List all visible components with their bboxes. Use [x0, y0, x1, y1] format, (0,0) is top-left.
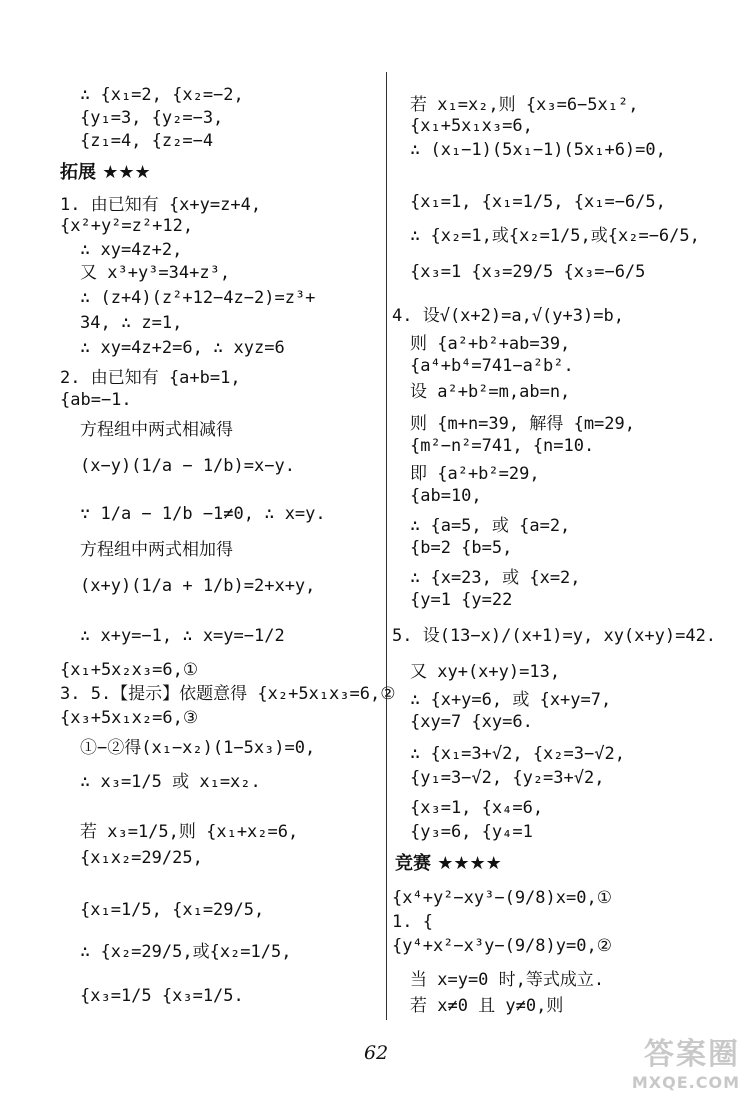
text-line: ∴ (z+4)(z²+12−4z−2)=z³+: [80, 288, 316, 308]
problem-2: 2. 由已知有 {a+b=1,: [60, 368, 241, 388]
text-line: {ab=−1.: [60, 390, 132, 410]
text-line: ∴ {x=23, 或 {x=2,: [410, 568, 581, 588]
text-line: {y⁴+x²−x³y−(9/8)y=0,②: [392, 936, 612, 956]
text-line: 方程组中两式相加得: [80, 540, 233, 560]
problem-1: 1. 由已知有 {x+y=z+4,: [60, 195, 262, 215]
section-heading-jingsai: 竞赛 ★★★★: [395, 853, 502, 874]
text-line: ∴ xy=4z+2=6, ∴ xyz=6: [80, 338, 285, 358]
problem-4: 4. 设√(x+2)=a,√(y+3)=b,: [392, 306, 624, 326]
text-line: 又 xy+(x+y)=13,: [410, 662, 561, 682]
text-line: (x+y)(1/a + 1/b)=2+x+y,: [80, 576, 316, 596]
text-line: 又 x³+y³=34+z³,: [80, 263, 231, 283]
text-line: {x₃=1, {x₄=6,: [410, 798, 544, 818]
problem-1-competition: 1. {: [392, 912, 433, 932]
text-line: 则 {m+n=39, 解得 {m=29,: [410, 414, 635, 434]
text-line: {b=2 {b=5,: [410, 538, 513, 558]
section-heading-tuozhan: 拓展 ★★★: [60, 162, 151, 183]
text-line: {x₁+5x₂x₃=6,①: [60, 660, 199, 680]
text-line: {m²−n²=741, {n=10.: [410, 436, 595, 456]
text-line: {y=1 {y=22: [410, 590, 513, 610]
text-line: 则 {a²+b²+ab=39,: [410, 334, 571, 354]
text-line: (x−y)(1/a − 1/b)=x−y.: [80, 456, 295, 476]
problem-3: 3. 5.【提示】依题意得 {x₂+5x₁x₃=6,②: [60, 684, 396, 704]
text-line: 当 x=y=0 时,等式成立.: [410, 970, 605, 990]
text-line: {a⁴+b⁴=741−a²b².: [410, 356, 574, 376]
text-line: ∴ (x₁−1)(5x₁−1)(5x₁+6)=0,: [410, 140, 666, 160]
problem-5: 5. 设(13−x)/(x+1)=y, xy(x+y)=42.: [392, 626, 717, 646]
text-line: {xy=7 {xy=6.: [410, 712, 533, 732]
text-line: {x²+y²=z²+12,: [60, 216, 194, 236]
watermark-logo: [632, 1037, 740, 1092]
text-line: {x₁=1, {x₁=1/5, {x₁=−6/5,: [410, 192, 666, 212]
text-line: {x₁=1/5, {x₁=29/5,: [80, 900, 265, 920]
column-divider: [386, 72, 387, 1020]
text-line: {x₃=1/5 {x₃=1/5.: [80, 986, 244, 1006]
text-line: 设 a²+b²=m,ab=n,: [410, 382, 571, 402]
text-line: 即 {a²+b²=29,: [410, 464, 540, 484]
text-line: {x₃+5x₁x₂=6,③: [60, 708, 199, 728]
text-line: {x⁴+y²−xy³−(9/8)x=0,①: [392, 888, 612, 908]
page-number: 62: [364, 1042, 389, 1064]
text-line: ∴ {x₁=3+√2, {x₂=3−√2,: [410, 744, 625, 764]
text-line: {x₁x₂=29/25,: [80, 848, 203, 868]
text-line: 34, ∴ z=1,: [80, 313, 183, 333]
text-line: ∴ {x₂=29/5,或{x₂=1/5,: [80, 942, 292, 962]
text-line: {z₁=4, {z₂=−4: [80, 131, 214, 151]
text-line: {x₁+5x₁x₃=6,: [410, 116, 533, 136]
text-line: {y₃=6, {y₄=1: [410, 822, 533, 842]
text-line: ∴ x+y=−1, ∴ x=y=−1/2: [80, 626, 285, 646]
text-line: 方程组中两式相减得: [80, 420, 233, 440]
text-line: ∴ {a=5, 或 {a=2,: [410, 516, 571, 536]
text-line: {ab=10,: [410, 486, 482, 506]
watermark-url: MXQE.COM: [631, 1072, 740, 1092]
text-line: 若 x₁=x₂,则 {x₃=6−5x₁²,: [410, 95, 639, 115]
text-line: 若 x₃=1/5,则 {x₁+x₂=6,: [80, 822, 299, 842]
text-line: {y₁=3, {y₂=−3,: [80, 108, 224, 128]
text-line: {y₁=3−√2, {y₂=3+√2,: [410, 768, 605, 788]
text-line: 若 x≠0 且 y≠0,则: [410, 996, 564, 1016]
text-line: {x₃=1 {x₃=29/5 {x₃=−6/5: [410, 262, 646, 282]
text-line: ∴ {x+y=6, 或 {x+y=7,: [410, 690, 612, 710]
text-line: ∵ 1/a − 1/b −1≠0, ∴ x=y.: [80, 504, 326, 524]
text-line: ∴ xy=4z+2,: [80, 240, 183, 260]
text-line: ①−②得(x₁−x₂)(1−5x₃)=0,: [80, 738, 316, 758]
text-line: ∴ {x₁=2, {x₂=−2,: [80, 85, 244, 105]
text-line: ∴ x₃=1/5 或 x₁=x₂.: [80, 772, 261, 792]
watermark-text: 答案圈: [644, 1036, 740, 1072]
text-line: ∴ {x₂=1,或{x₂=1/5,或{x₂=−6/5,: [410, 226, 700, 246]
